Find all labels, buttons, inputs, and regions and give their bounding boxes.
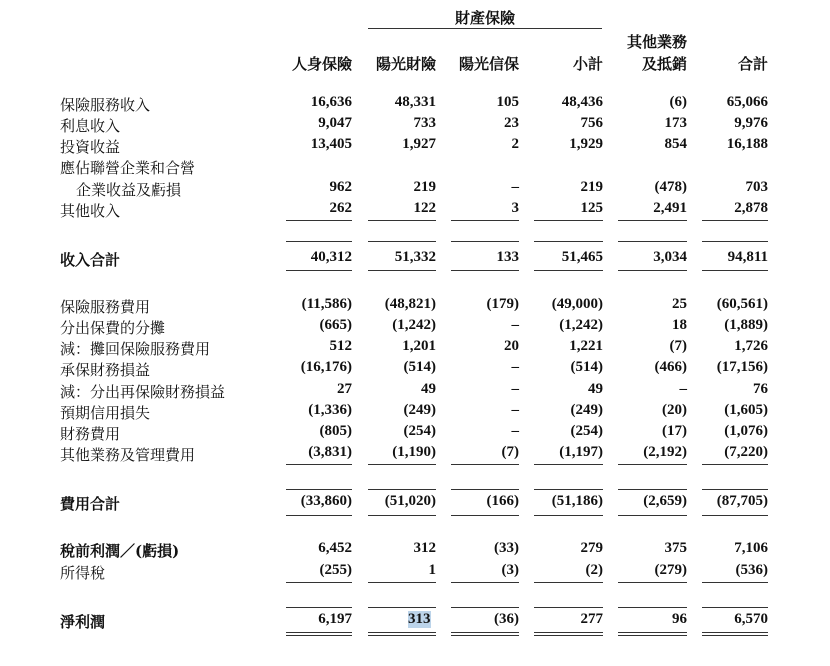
total-rule [368, 607, 436, 608]
total-rule [702, 241, 768, 242]
table-cell: 2,878 [734, 200, 768, 216]
row-label: 減：攤回保險服務費用 [60, 340, 211, 358]
table-cell: 18 [672, 317, 687, 333]
table-cell: – [511, 179, 519, 195]
table-cell: (1,242) [392, 317, 436, 333]
table-cell: (2) [585, 562, 603, 578]
table-cell: 2 [511, 136, 519, 152]
double-rule-bottom [451, 635, 519, 636]
subtotal-rule [368, 464, 436, 465]
table-cell: (514) [403, 359, 436, 375]
subtotal-rule [451, 464, 519, 465]
subtotal-rule [368, 582, 436, 583]
table-cell: 375 [664, 540, 687, 556]
table-cell: 3 [511, 200, 519, 216]
table-cell: (7,220) [724, 444, 768, 460]
total-rule [451, 607, 519, 608]
row-label: 承保財務損益 [60, 361, 151, 379]
column-header: 合計 [737, 55, 768, 73]
table-cell: (1,190) [392, 444, 436, 460]
double-rule-top [368, 632, 436, 633]
table-cell: (1,197) [559, 444, 603, 460]
row-label: 投資收益 [60, 138, 121, 156]
table-cell: (1,889) [724, 317, 768, 333]
table-cell: (17) [662, 423, 687, 439]
table-cell: (17,156) [716, 359, 768, 375]
table-cell: 6,570 [734, 611, 768, 627]
column-header: 陽光財險 [375, 55, 436, 73]
table-cell: 1 [428, 562, 436, 578]
table-cell: 25 [672, 296, 687, 312]
subtotal-rule [368, 220, 436, 221]
row-label: 企業收益及虧損 [76, 181, 182, 199]
total-rule [451, 489, 519, 490]
table-cell: (60,561) [716, 296, 768, 312]
total-rule [286, 607, 352, 608]
table-cell: (3) [501, 562, 519, 578]
total-rule [534, 270, 603, 271]
table-cell: – [511, 423, 519, 439]
column-header: 及抵銷 [641, 55, 687, 73]
table-cell: 9,047 [318, 115, 352, 131]
total-rule [286, 241, 352, 242]
double-rule-top [286, 632, 352, 633]
row-label: 減：分出再保險財務損益 [60, 383, 226, 401]
table-cell: 1,726 [734, 338, 768, 354]
table-cell: (805) [319, 423, 352, 439]
table-cell: 9,976 [734, 115, 768, 131]
table-cell: (536) [735, 562, 768, 578]
table-cell: (255) [319, 562, 352, 578]
table-cell: (249) [570, 402, 603, 418]
table-cell: 122 [413, 200, 436, 216]
total-rule [618, 607, 687, 608]
table-cell: 40,312 [310, 249, 352, 265]
table-cell: (665) [319, 317, 352, 333]
table-cell: 279 [580, 540, 603, 556]
table-cell: 312 [413, 540, 436, 556]
table-cell: 96 [672, 611, 687, 627]
table-cell: 277 [580, 611, 603, 627]
table-cell: (1,076) [724, 423, 768, 439]
table-cell: (20) [662, 402, 687, 418]
row-label: 其他業務及管理費用 [60, 446, 196, 464]
total-rule [534, 607, 603, 608]
table-cell: 133 [496, 249, 519, 265]
total-rule [702, 515, 768, 516]
table-cell: 3,034 [653, 249, 687, 265]
table-cell: (2,192) [643, 444, 687, 460]
table-cell: 94,811 [727, 249, 768, 265]
table-cell: (7) [669, 338, 687, 354]
table-cell: (279) [654, 562, 687, 578]
table-cell: (1,242) [559, 317, 603, 333]
table-cell: 7,106 [734, 540, 768, 556]
highlighted-cell: 313 [408, 611, 431, 627]
row-label: 財務費用 [60, 425, 121, 443]
row-label: 保險服務收入 [60, 96, 151, 114]
subtotal-rule [534, 464, 603, 465]
table-cell: (249) [403, 402, 436, 418]
row-label: 保險服務費用 [60, 298, 151, 316]
subtotal-rule [451, 582, 519, 583]
table-cell: (7) [501, 444, 519, 460]
table-cell: 512 [329, 338, 352, 354]
row-label: 分出保費的分攤 [60, 319, 166, 337]
total-rule [451, 270, 519, 271]
table-cell: 49 [588, 381, 603, 397]
subtotal-rule [286, 582, 352, 583]
row-label: 預期信用損失 [60, 404, 151, 422]
subtotal-rule [702, 582, 768, 583]
table-cell: 76 [753, 381, 768, 397]
double-rule-bottom [534, 635, 603, 636]
row-label: 淨利潤 [60, 613, 106, 631]
table-cell: (87,705) [716, 493, 768, 509]
total-rule [618, 489, 687, 490]
row-label: 所得稅 [60, 564, 106, 582]
total-rule [368, 241, 436, 242]
double-rule-top [618, 632, 687, 633]
table-cell: 219 [413, 179, 436, 195]
table-cell: 2,491 [653, 200, 687, 216]
table-cell: (254) [570, 423, 603, 439]
column-header: 其他業務 [626, 33, 687, 51]
row-label: 應佔聯營企業和合營 [60, 159, 196, 177]
table-cell: (36) [494, 611, 519, 627]
table-cell: (254) [403, 423, 436, 439]
double-rule-bottom [618, 635, 687, 636]
table-cell: 23 [504, 115, 519, 131]
total-rule [368, 515, 436, 516]
total-rule [618, 241, 687, 242]
total-rule [451, 515, 519, 516]
total-rule [286, 270, 352, 271]
table-cell: 20 [504, 338, 519, 354]
table-cell: (1,336) [308, 402, 352, 418]
table-cell: 65,066 [726, 94, 768, 110]
table-cell: 733 [413, 115, 436, 131]
total-rule [702, 270, 768, 271]
table-cell: 27 [337, 381, 352, 397]
total-rule [286, 515, 352, 516]
table-cell: 854 [664, 136, 687, 152]
table-cell: 262 [329, 200, 352, 216]
total-rule [534, 241, 603, 242]
table-cell: 1,201 [402, 338, 436, 354]
column-header: 小計 [572, 55, 603, 73]
subtotal-rule [286, 464, 352, 465]
total-rule [534, 515, 603, 516]
row-label: 稅前利潤／(虧損) [60, 542, 180, 560]
total-rule [618, 270, 687, 271]
column-header: 人身保險 [291, 55, 352, 73]
table-cell: – [511, 317, 519, 333]
total-rule [618, 515, 687, 516]
table-cell: (166) [486, 493, 519, 509]
total-rule [702, 607, 768, 608]
table-cell: – [511, 359, 519, 375]
table-cell: 1,929 [569, 136, 603, 152]
table-cell: (11,586) [301, 296, 352, 312]
total-rule [451, 241, 519, 242]
table-cell: 51,332 [394, 249, 436, 265]
total-rule [286, 489, 352, 490]
row-label: 費用合計 [60, 495, 121, 513]
subtotal-rule [618, 582, 687, 583]
subtotal-rule [286, 220, 352, 221]
table-cell: 49 [421, 381, 436, 397]
table-cell: (48,821) [384, 296, 436, 312]
table-cell: 125 [580, 200, 603, 216]
table-cell: 6,197 [318, 611, 352, 627]
table-cell: (51,186) [551, 493, 603, 509]
table-cell: (33,860) [300, 493, 352, 509]
total-rule [368, 270, 436, 271]
table-cell: 16,188 [726, 136, 768, 152]
subtotal-rule [534, 582, 603, 583]
table-cell: 1,221 [569, 338, 603, 354]
table-cell: 1,927 [402, 136, 436, 152]
table-cell: (2,659) [643, 493, 687, 509]
table-cell: (478) [654, 179, 687, 195]
double-rule-top [702, 632, 768, 633]
column-header: 陽光信保 [458, 55, 519, 73]
table-cell: (179) [486, 296, 519, 312]
row-label: 利息收入 [60, 117, 121, 135]
subtotal-rule [702, 464, 768, 465]
table-cell: 962 [329, 179, 352, 195]
table-cell: (3,831) [308, 444, 352, 460]
table-cell: (514) [570, 359, 603, 375]
table-cell: – [511, 402, 519, 418]
table-cell: (33) [494, 540, 519, 556]
table-cell: 105 [496, 94, 519, 110]
table-cell: (466) [654, 359, 687, 375]
table-cell: 173 [664, 115, 687, 131]
table-cell: 13,405 [310, 136, 352, 152]
table-cell: (51,020) [384, 493, 436, 509]
table-cell: 48,436 [561, 94, 603, 110]
total-rule [534, 489, 603, 490]
table-cell: 756 [580, 115, 603, 131]
subtotal-rule [702, 220, 768, 221]
table-cell: 6,452 [318, 540, 352, 556]
double-rule-bottom [702, 635, 768, 636]
row-label: 收入合計 [60, 251, 121, 269]
subtotal-rule [618, 464, 687, 465]
table-cell: (6) [669, 94, 687, 110]
table-cell: 16,636 [310, 94, 352, 110]
table-cell: (16,176) [300, 359, 352, 375]
table-cell: (49,000) [551, 296, 603, 312]
row-label: 其他收入 [60, 202, 121, 220]
table-cell: – [511, 381, 519, 397]
table-cell: (1,605) [724, 402, 768, 418]
total-rule [702, 489, 768, 490]
table-cell: – [679, 381, 687, 397]
subtotal-rule [618, 220, 687, 221]
table-cell: 48,331 [394, 94, 436, 110]
group-header-property-insurance: 財產保險 [454, 9, 515, 27]
table-cell: 703 [745, 179, 768, 195]
group-header-rule [368, 28, 602, 29]
subtotal-rule [451, 220, 519, 221]
double-rule-top [451, 632, 519, 633]
double-rule-bottom [286, 635, 352, 636]
total-rule [368, 489, 436, 490]
double-rule-bottom [368, 635, 436, 636]
table-cell: 51,465 [561, 249, 603, 265]
subtotal-rule [534, 220, 603, 221]
double-rule-top [534, 632, 603, 633]
table-cell: 219 [580, 179, 603, 195]
